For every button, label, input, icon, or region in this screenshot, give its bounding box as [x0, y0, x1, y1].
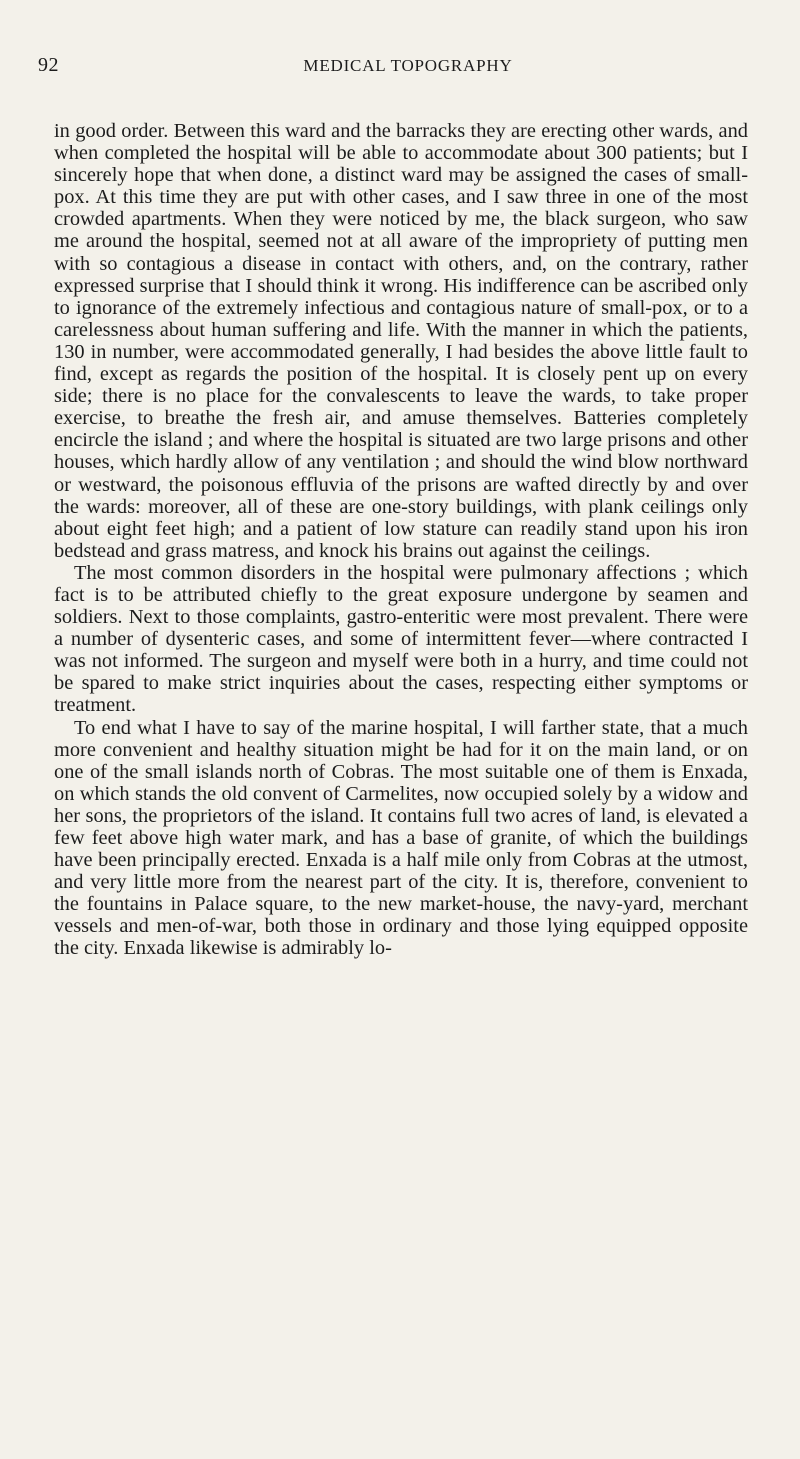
body-text — [54, 120, 748, 960]
paragraph-1: in good order. Between this ward and the barracks they are erecting other wards, and when completed the hospital will be able to accommodate about 300 patients; but I sincerely hope that when done, a distinct ward may be assigned the cases of small-pox. At this time they are put with other cases, and I saw three in one of the most crowded apartments. When they were noticed by me, the black surgeon, who saw me around the hospital, seemed not at all aware of the impropriety of putting men with so contagious a disease in contact with others, and, on the contrary, rather expressed surprise that I should think it wrong. His indifference can be ascribed only to ignorance of the extremely infectious and contagious nature of small-pox, or to a carelessness about human suffering and life. With the manner in which the patients, 130 in number, were accommodated generally, I had besides the above little fault to find, except as regards the position of the hospital. It is closely pent up on every side; there is no place for the convalescents to leave the wards, to take proper exercise, to breathe the fresh air, and amuse themselves. Batteries completely encircle the island ; and where the hospital is situated are two large prisons and other houses, which hardly allow of any ventilation ; and should the wind blow northward or westward, the poisonous effluvia of the prisons are wafted directly by and over the wards: moreover, all of these are one-story buildings, with plank ceilings only about eight feet high; and a patient of low stature can readily stand upon his iron bedstead and grass matress, and knock his brains out against the ceilings. — [54, 120, 748, 562]
running-title: MEDICAL TOPOGRAPHY — [303, 56, 513, 75]
running-header — [38, 54, 748, 78]
page-number: 92 — [38, 54, 59, 76]
paragraph-3: To end what I have to say of the marine hospital, I will farther state, that a much more convenient and healthy situation might be had for it on the main land, or on one of the small islands north of Cobras. The most suitable one of them is Enxada, on which stands the old convent of Carmelites, now occupied solely by a widow and her sons, the proprietors of the island. It contains full two acres of land, is elevated a few feet above high water mark, and has a base of granite, of which the buildings have been principally erected. Enxada is a half mile only from Cobras at the utmost, and very little more from the nearest part of the city. It is, therefore, convenient to the fountains in Palace square, to the new market-house, the navy-yard, merchant vessels and men-of-war, both those in ordinary and those lying equipped opposite the city. Enxada likewise is admirably lo- — [54, 716, 748, 960]
paragraph-2: The most common disorders in the hospital were pulmonary affections ; which fact is to be attributed chiefly to the great exposure undergone by seamen and soldiers. Next to those complaints, gastro-enteritic were most prevalent. There were a number of dysenteric cases, and some of intermittent fever—where contracted I was not informed. The surgeon and myself were both in a hurry, and time could not be spared to make strict inquiries about the cases, respecting either symptoms or treatment. — [54, 561, 748, 717]
